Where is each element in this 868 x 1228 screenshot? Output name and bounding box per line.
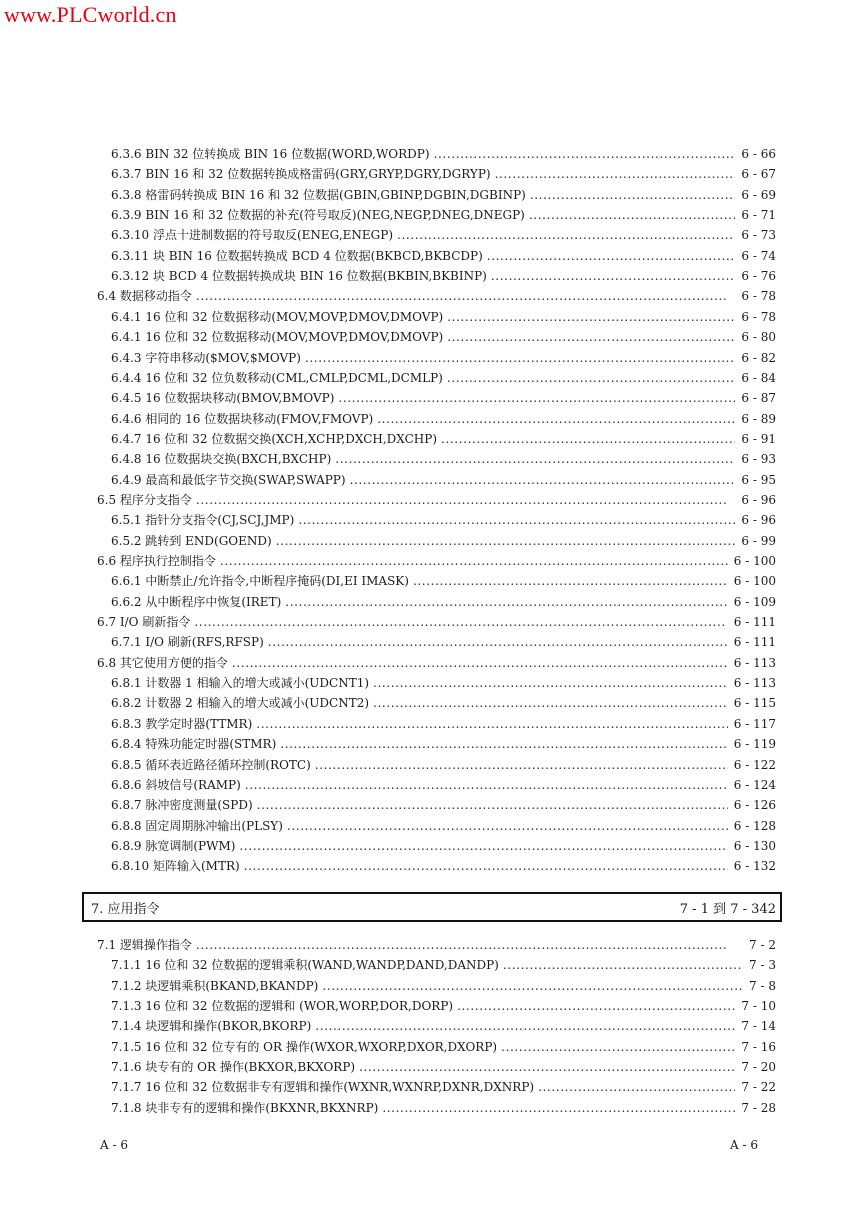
- toc-dot-leader: [487, 246, 736, 266]
- toc-entry[interactable]: [111, 714, 776, 734]
- toc-entry-title: 6.4.3 字符串移动($MOV,$MOVP): [111, 350, 301, 365]
- toc-entry-page: 6 - 132: [733, 859, 776, 874]
- toc-entry-title: 6.3.6 BIN 32 位转换成 BIN 16 位数据(WORD,WORDP): [111, 147, 430, 161]
- toc-entry-page: 6 - 95: [741, 472, 776, 487]
- toc-entry[interactable]: [111, 673, 776, 693]
- toc-entry[interactable]: [111, 164, 776, 184]
- toc-entry-page: 6 - 89: [741, 411, 776, 426]
- toc-entry[interactable]: [97, 612, 776, 632]
- toc-entry[interactable]: [97, 653, 776, 673]
- toc-entry-title: 6.8.3 教学定时器(TTMR): [111, 716, 253, 731]
- toc-entry-title: 6.8.9 脉宽调制(PWM): [111, 838, 236, 853]
- toc-dot-leader: [434, 144, 736, 164]
- toc-entry[interactable]: [111, 976, 776, 996]
- toc-entry-page: 6 - 111: [733, 635, 776, 650]
- toc-entry[interactable]: [111, 388, 776, 408]
- toc-dot-leader: [350, 470, 736, 490]
- toc-entry-title: 6.4.9 最高和最低字节交换(SWAP,SWAPP): [111, 472, 346, 487]
- toc-entry-title: 6.4.7 16 位和 32 位数据交换(XCH,XCHP,DXCH,DXCHP): [111, 431, 438, 446]
- toc-entry[interactable]: [111, 449, 776, 469]
- toc-entry[interactable]: [111, 348, 776, 368]
- toc-entry-page: 6 - 113: [733, 676, 776, 691]
- toc-entry-title: 6.8 其它使用方便的指令: [97, 655, 228, 670]
- toc-dot-leader: [239, 836, 727, 856]
- toc-entry-page: 6 - 96: [741, 492, 776, 507]
- toc-entry[interactable]: [111, 734, 776, 754]
- toc-entry-title: 6.8.10 矩阵输入(MTR): [111, 859, 240, 874]
- toc-entry-page: 6 - 130: [733, 838, 776, 853]
- toc-entry-page: 6 - 78: [741, 309, 776, 324]
- toc-entry[interactable]: [97, 935, 776, 955]
- toc-entry-title: 6.7.1 I/O 刷新(RFS,RFSP): [111, 635, 264, 650]
- toc-entry-page: 6 - 99: [741, 533, 776, 548]
- toc-entry[interactable]: [97, 551, 776, 571]
- toc-entry-page: 6 - 78: [741, 289, 776, 304]
- toc-entry-page: 6 - 74: [741, 248, 776, 263]
- toc-entry[interactable]: [111, 185, 776, 205]
- toc-entry-title: 7.1.8 块非专有的逻辑和操作(BKXNR,BKXNRP): [111, 1100, 379, 1115]
- toc-entry[interactable]: [97, 286, 776, 306]
- toc-dot-leader: [373, 673, 728, 693]
- toc-entry-title: 6.4.1 16 位和 32 位数据移动(MOV,MOVP,DMOV,DMOVP): [111, 309, 444, 324]
- toc-dot-leader: [447, 327, 735, 347]
- toc-entry-title: 6.6 程序执行控制指令: [97, 554, 216, 568]
- toc-entry-page: 6 - 128: [733, 818, 776, 833]
- toc-dot-leader: [196, 286, 736, 306]
- toc-dot-leader: [305, 348, 735, 368]
- toc-entry[interactable]: [111, 1057, 776, 1077]
- toc-entry-title: 7.1.6 块专有的 OR 操作(BKXOR,BKXORP): [111, 1060, 356, 1075]
- toc-entry-title: 6.4 数据移动指令: [97, 289, 192, 304]
- toc-entry-page: 6 - 111: [733, 615, 776, 630]
- toc-entry-title: 6.6.1 中断禁止/允许指令,中断程序掩码(DI,EI IMASK): [111, 574, 409, 589]
- toc-dot-leader: [377, 409, 735, 429]
- toc-dot-leader: [232, 653, 728, 673]
- toc-entry-page: 7 - 20: [741, 1060, 776, 1075]
- toc-entry-page: 7 - 3: [749, 958, 776, 973]
- toc-entry-title: 6.8.5 循环表近路径循环控制(ROTC): [111, 757, 311, 772]
- toc-entry-page: 6 - 117: [733, 716, 776, 731]
- toc-dot-leader: [457, 996, 735, 1016]
- toc-entry-title: 6.4.8 16 位数据块交换(BXCH,BXCHP): [111, 452, 332, 467]
- toc-dot-leader: [268, 632, 728, 652]
- toc-entry-page: 6 - 69: [741, 187, 776, 202]
- toc-entry-page: 7 - 22: [741, 1080, 776, 1095]
- toc-entry[interactable]: [111, 1037, 776, 1057]
- toc-dot-leader: [257, 795, 728, 815]
- toc-dot-leader: [373, 693, 728, 713]
- toc-entry-title: 6.4.4 16 位和 32 位负数移动(CML,CMLP,DCML,DCMLP): [111, 370, 443, 385]
- toc-entry-title: 7.1.4 块逻辑和操作(BKOR,BKORP): [111, 1019, 312, 1034]
- toc-dot-leader: [413, 571, 728, 591]
- toc-dot-leader: [196, 935, 743, 955]
- toc-dot-leader: [530, 185, 736, 205]
- toc-entry-title: 7.1.3 16 位和 32 位数据的逻辑和 (WOR,WORP,DOR,DORP): [111, 999, 454, 1014]
- toc-entry-title: 6.3.9 BIN 16 和 32 位数据的补充(符号取反)(NEG,NEGP,DNEG,DNEGP): [111, 208, 525, 223]
- toc-entry[interactable]: [111, 246, 776, 266]
- toc-entry-title: 6.5.1 指针分支指令(CJ,SCJ,JMP): [111, 513, 295, 528]
- toc-entry[interactable]: [111, 571, 776, 591]
- toc-dot-leader: [529, 205, 736, 225]
- toc-entry-page: 6 - 126: [733, 798, 776, 813]
- toc-dot-leader: [298, 510, 735, 530]
- toc-entry-page: 6 - 100: [733, 574, 776, 589]
- toc-entry-page: 6 - 124: [733, 777, 776, 792]
- toc-dot-leader: [382, 1098, 735, 1118]
- chapter-title: 7. 应用指令: [91, 901, 160, 917]
- toc-dot-leader: [491, 266, 736, 286]
- toc-entry-page: 6 - 87: [741, 391, 776, 406]
- toc-entry-title: 6.4.6 相同的 16 位数据块移动(FMOV,FMOVP): [111, 411, 374, 426]
- toc-entry-page: 7 - 10: [741, 999, 776, 1014]
- toc-entry[interactable]: [111, 1016, 776, 1036]
- toc-entry-page: 6 - 82: [741, 350, 776, 365]
- toc-entry[interactable]: [111, 510, 776, 530]
- toc-entry-page: 6 - 93: [741, 452, 776, 467]
- toc-entry-page: 6 - 100: [733, 554, 776, 568]
- toc-entry-page: 6 - 67: [741, 167, 776, 182]
- toc-entry-title: 6.3.7 BIN 16 和 32 位数据转换成格雷码(GRY,GRYP,DGRY,DGRYP): [111, 167, 491, 182]
- toc-entry-title: 7.1.1 16 位和 32 位数据的逻辑乘积(WAND,WANDP,DAND,DANDP): [111, 958, 499, 973]
- toc-entry-title: 6.7 I/O 刷新指令: [97, 615, 191, 630]
- toc-dot-leader: [441, 429, 735, 449]
- toc-entry-title: 6.8.7 脉冲密度测量(SPD): [111, 798, 253, 813]
- toc-entry[interactable]: [111, 205, 776, 225]
- watermark-url: www.PLCworld.cn: [4, 2, 177, 27]
- toc-dot-leader: [256, 714, 728, 734]
- toc-dot-leader: [194, 612, 727, 632]
- toc-entry-page: 6 - 109: [733, 594, 776, 609]
- toc-entry[interactable]: [111, 144, 776, 164]
- toc-entry-page: 6 - 115: [733, 696, 776, 711]
- toc-entry-page: 7 - 8: [749, 978, 776, 993]
- toc-entry[interactable]: [111, 368, 776, 388]
- toc-entry-title: 6.8.1 计数器 1 相输入的增大或减小(UDCNT1): [111, 676, 370, 691]
- toc-entry[interactable]: [111, 225, 776, 245]
- toc-entry[interactable]: [111, 266, 776, 286]
- toc-dot-leader: [285, 592, 728, 612]
- toc-dot-leader: [495, 164, 736, 184]
- toc-dot-leader: [244, 856, 728, 876]
- toc-entry-title: 6.4.1 16 位和 32 位数据移动(MOV,MOVP,DMOV,DMOVP): [111, 330, 444, 345]
- toc-entry[interactable]: [111, 836, 776, 856]
- toc-dot-leader: [287, 816, 728, 836]
- toc-entry-page: 6 - 76: [741, 269, 776, 284]
- toc-entry-title: 6.3.11 块 BIN 16 位数据转换成 BCD 4 位数据(BKBCD,BKBCDP): [111, 248, 483, 263]
- toc-dot-leader: [322, 976, 743, 996]
- toc-entry-page: 6 - 71: [741, 208, 776, 223]
- toc-dot-leader: [335, 449, 735, 469]
- toc-entry[interactable]: [111, 856, 776, 876]
- toc-entry-page: 6 - 91: [741, 431, 776, 446]
- toc-entry-title: 6.3.8 格雷码转换成 BIN 16 和 32 位数据(GBIN,GBINP,DGBIN,DGBINP): [111, 187, 526, 202]
- toc-entry-title: 6.5 程序分支指令: [97, 492, 192, 507]
- toc-entry-page: 6 - 122: [733, 757, 776, 772]
- toc-entry-page: 6 - 119: [733, 737, 776, 752]
- toc-dot-leader: [276, 531, 736, 551]
- toc-entry[interactable]: [111, 632, 776, 652]
- toc-dot-leader: [220, 551, 728, 571]
- toc-entry-page: 6 - 113: [733, 655, 776, 670]
- toc-entry[interactable]: [111, 1098, 776, 1118]
- toc-entry[interactable]: [111, 795, 776, 815]
- toc-dot-leader: [196, 490, 736, 510]
- toc-entry-title: 7.1 逻辑操作指令: [97, 938, 192, 952]
- toc-entry[interactable]: [111, 592, 776, 612]
- toc-dot-leader: [447, 307, 735, 327]
- toc-entry-title: 6.8.8 固定周期脉冲输出(PLSY): [111, 818, 283, 833]
- toc-entry[interactable]: [111, 327, 776, 347]
- toc-entry[interactable]: [111, 307, 776, 327]
- toc-entry-title: 6.3.12 块 BCD 4 位数据转换成块 BIN 16 位数据(BKBIN,BKBINP): [111, 269, 487, 284]
- toc-entry-title: 6.6.2 从中断程序中恢复(IRET): [111, 594, 282, 609]
- footer-page-left: A - 6: [100, 1138, 128, 1152]
- toc-dot-leader: [315, 1016, 735, 1036]
- toc-entry-page: 6 - 96: [741, 513, 776, 528]
- toc-entry-title: 7.1.2 块逻辑乘积(BKAND,BKANDP): [111, 978, 319, 993]
- toc-entry-page: 6 - 73: [741, 228, 776, 243]
- toc-dot-leader: [538, 1077, 735, 1097]
- toc-entry-title: 6.8.2 计数器 2 相输入的增大或减小(UDCNT2): [111, 696, 370, 711]
- footer-page-right: A - 6: [730, 1138, 758, 1152]
- toc-entry[interactable]: [111, 996, 776, 1016]
- toc-dot-leader: [315, 755, 728, 775]
- toc-entry[interactable]: [111, 1077, 776, 1097]
- toc-dot-leader: [503, 955, 743, 975]
- toc-entry[interactable]: [111, 755, 776, 775]
- toc-entry-page: 7 - 28: [741, 1100, 776, 1115]
- toc-entry-title: 6.4.5 16 位数据块移动(BMOV,BMOVP): [111, 391, 335, 406]
- chapter-7-header[interactable]: [82, 892, 782, 922]
- toc-dot-leader: [397, 225, 735, 245]
- chapter-page-range: 7 - 1 到 7 - 342: [679, 901, 776, 917]
- toc-entry[interactable]: [111, 470, 776, 490]
- toc-dot-leader: [338, 388, 735, 408]
- toc-entry[interactable]: [111, 409, 776, 429]
- toc-entry-title: 6.8.6 斜坡信号(RAMP): [111, 777, 241, 792]
- toc-entry-page: 6 - 84: [741, 370, 776, 385]
- toc-entry-page: 6 - 66: [741, 147, 776, 161]
- toc-entry-title: 6.8.4 特殊功能定时器(STMR): [111, 737, 277, 752]
- toc-dot-leader: [359, 1057, 735, 1077]
- toc-entry[interactable]: [111, 816, 776, 836]
- toc-entry[interactable]: [111, 775, 776, 795]
- toc-dot-leader: [280, 734, 728, 754]
- toc-dot-leader: [447, 368, 736, 388]
- toc-entry[interactable]: [111, 955, 776, 975]
- toc-entry[interactable]: [111, 693, 776, 713]
- toc-entry-title: 7.1.5 16 位和 32 位专有的 OR 操作(WXOR,WXORP,DXOR,DXORP): [111, 1039, 498, 1054]
- toc-dot-leader: [245, 775, 728, 795]
- toc-entry-page: 7 - 2: [749, 938, 776, 952]
- toc-entry-page: 7 - 16: [741, 1039, 776, 1054]
- toc-entry-page: 7 - 14: [741, 1019, 776, 1034]
- toc-entry[interactable]: [111, 429, 776, 449]
- toc-entry[interactable]: [97, 490, 776, 510]
- toc-dot-leader: [501, 1037, 735, 1057]
- toc-entry-page: 6 - 80: [741, 330, 776, 345]
- toc-entry[interactable]: [111, 531, 776, 551]
- toc-entry-title: 6.5.2 跳转到 END(GOEND): [111, 533, 272, 548]
- toc-entry-title: 7.1.7 16 位和 32 位数据非专有逻辑和操作(WXNR,WXNRP,DXNR,DXNRP): [111, 1080, 535, 1095]
- toc-entry-title: 6.3.10 浮点十进制数据的符号取反(ENEG,ENEGP): [111, 228, 394, 243]
